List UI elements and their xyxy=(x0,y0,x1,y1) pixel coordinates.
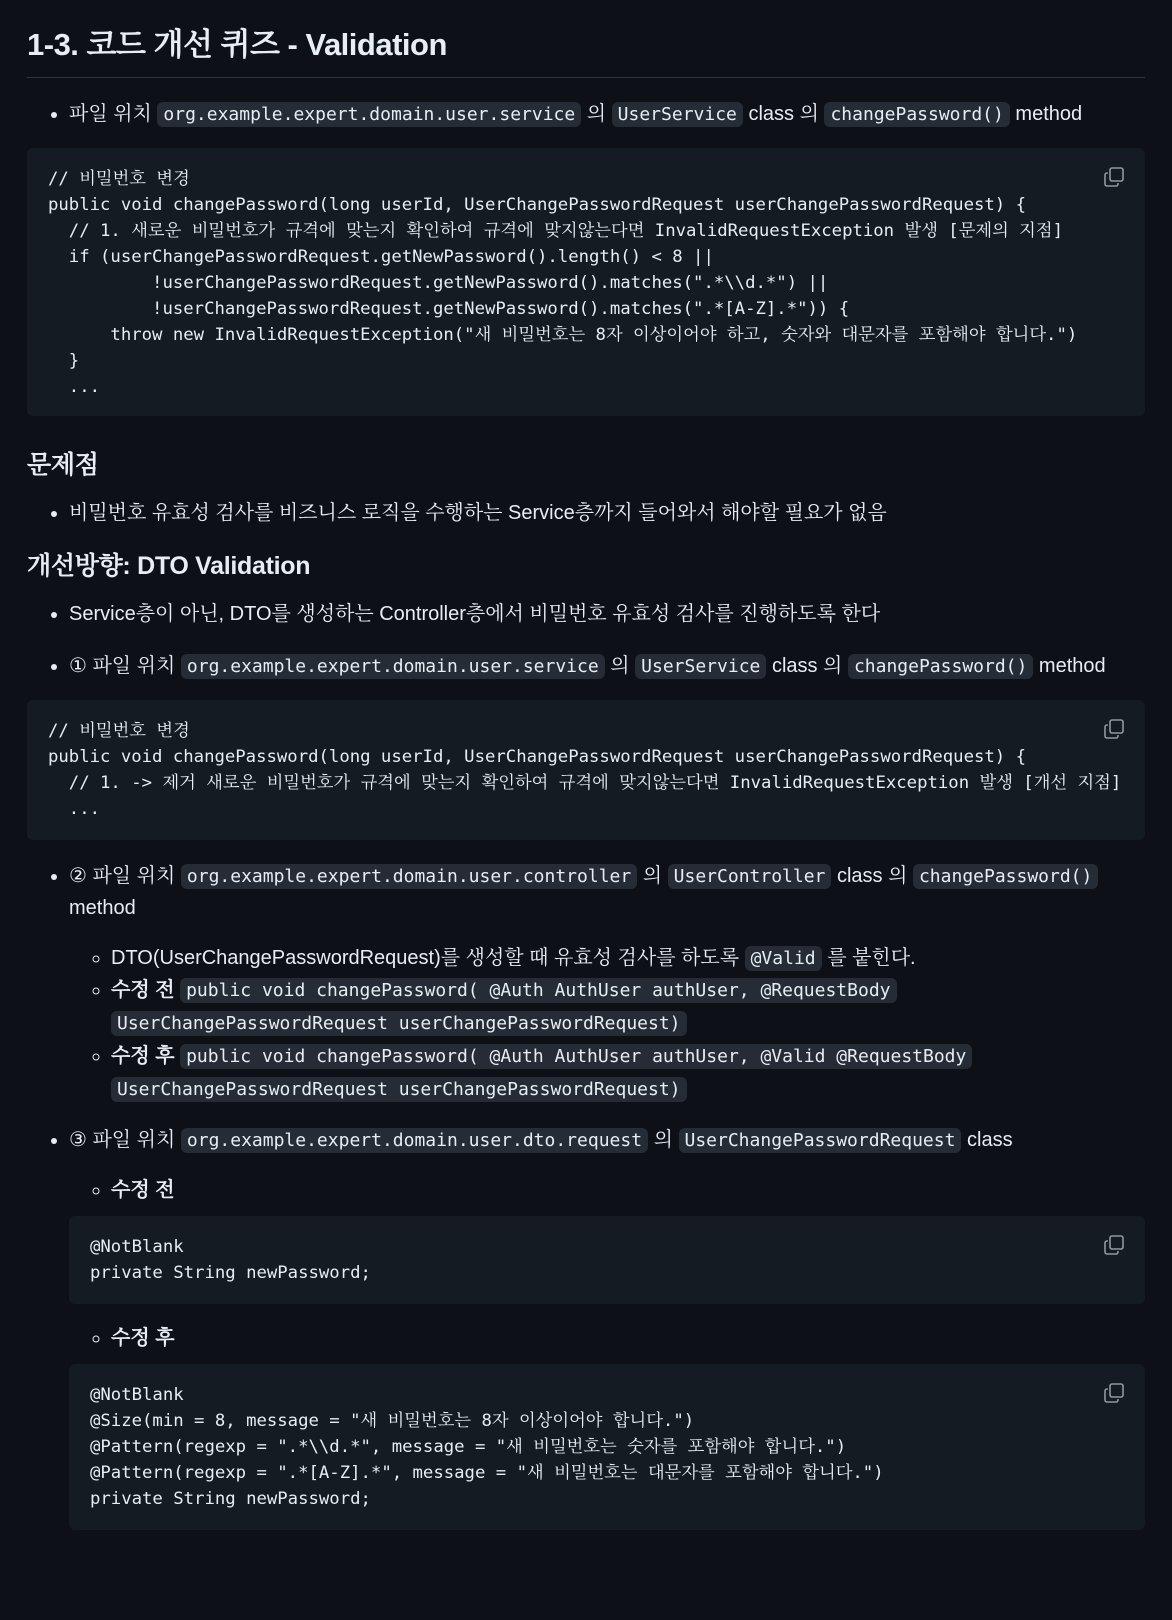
code-block-original xyxy=(27,148,1145,416)
code-text: @NotBlank private String newPassword; xyxy=(90,1237,371,1284)
page-title: 1-3. 코드 개선 퀴즈 - Validation xyxy=(27,0,1145,78)
inline-code-path: org.example.expert.domain.user.controller xyxy=(181,864,637,889)
step2-list xyxy=(27,860,1145,1530)
copy-icon[interactable] xyxy=(1103,718,1125,740)
list-item: ◦ 수정 후 @NotBlank @Size(min = 8, message = "새 비밀번호는 8자 이상이어야 합니다.") @Pattern(regexp = ".*\\d.*", message = "새 비밀번호는 숫자를 포함해야 합니다.") @Pattern(regexp = ".*[A-Z].*", message = "새 비밀번호는 대문자를 포함해야 합니다.") private String newPassword; xyxy=(111,1322,1145,1530)
code-text: // 비밀번호 변경 public void changePassword(long userId, UserChangePasswordRequest userChangePasswordRequest) { // 1. 새로운 비밀번호가 규격에 맞는지 확인하여 규격에 맞지않는다면 InvalidRequestException 발생 [문제의 지점] if (userChangePasswordRequest.getNewPassword().length() < 8 || !userChangePasswordRequest.getNewPassword().matches(".*\\d.*") || !userChangePasswordRequest.getNewPassword().matches(".*[A-Z].*")) { throw new InvalidRequestException("새 비밀번호는 8자 이상이어야 하고, 숫자와 대문자를 포함해야 합니다.") } ... xyxy=(48,168,1078,397)
list-item: • ③ 파일 위치 org.example.expert.domain.user.dto.request 의 UserChangePasswordRequest class ◦ 수정 전 @NotBlank private String newPassword; ◦ 수정 후 @NotBlank @Size(min = 8, message = "새 비밀번호는 8자 이상이어야 합니다.") @Pattern(regexp = ".*\\d.*", message = "새 비밀번호는 숫자를 포함해야 합니다.") @Pattern(regexp = ".*[A-Z].*", message = "새 비밀번호는 대문자를 포함해야 합니다.") private String newPassword; xyxy=(69,1124,1145,1530)
improve-list xyxy=(27,598,1145,682)
inline-code-method: changePassword() xyxy=(824,102,1009,127)
inline-code-method: changePassword() xyxy=(913,864,1098,889)
inline-code-method: changePassword() xyxy=(848,654,1033,679)
inline-code-class: UserService xyxy=(612,102,743,127)
code-block-before xyxy=(69,1216,1145,1304)
list-item: ◦ 수정 전 public void changePassword( @Auth AuthUser authUser, @RequestBody UserChangePasswordRequest userChangePasswordRequest) xyxy=(111,974,1145,1040)
code-text: @NotBlank @Size(min = 8, message = "새 비밀번호는 8자 이상이어야 합니다.") @Pattern(regexp = ".*\\d.*", message = "새 비밀번호는 숫자를 포함해야 합니다.") @Pattern(regexp = ".*[A-Z].*", message = "새 비밀번호는 대문자를 포함해야 합니다.") private String newPassword; xyxy=(90,1385,884,1510)
code-block-service xyxy=(27,700,1145,840)
inline-code-path: org.example.expert.domain.user.service xyxy=(157,102,581,127)
list-item: • Service층이 아닌, DTO를 생성하는 Controller층에서 비밀번호 유효성 검사를 진행하도록 한다 xyxy=(69,598,1145,630)
copy-icon[interactable] xyxy=(1103,166,1125,188)
list-item: ◦ DTO(UserChangePasswordRequest)를 생성할 때 유효성 검사를 하도록 @Valid 를 붙힌다. xyxy=(111,942,1145,974)
inline-code-after: UserChangePasswordRequest userChangePasswordRequest) xyxy=(111,1077,687,1102)
list-item: ◦ 수정 전 @NotBlank private String newPassword; xyxy=(111,1174,1145,1304)
inline-code-before: public void changePassword( @Auth AuthUser authUser, @RequestBody xyxy=(180,978,896,1003)
improve-heading: 개선방향: DTO Validation xyxy=(27,552,311,580)
list-item: • 비밀번호 유효성 검사를 비즈니스 로직을 수행하는 Service층까지 들어와서 해야할 필요가 없음 xyxy=(69,497,1145,529)
inline-code-class: UserController xyxy=(668,864,832,889)
problem-heading: 문제점 xyxy=(27,450,99,479)
intro-list xyxy=(27,98,1145,130)
list-item: ◦ 수정 후 public void changePassword( @Auth AuthUser authUser, @Valid @RequestBody UserChangePasswordRequest userChangePasswordRequest) xyxy=(111,1040,1145,1106)
inline-code-after: public void changePassword( @Auth AuthUser authUser, @Valid @RequestBody xyxy=(180,1044,972,1069)
step3-sublist xyxy=(69,1174,1145,1530)
code-block-after xyxy=(69,1364,1145,1530)
list-item: • ① 파일 위치 org.example.expert.domain.user.service 의 UserService class 의 changePassword() method xyxy=(69,650,1145,682)
inline-code-path: org.example.expert.domain.user.service xyxy=(181,654,605,679)
copy-icon[interactable] xyxy=(1103,1234,1125,1256)
copy-icon[interactable] xyxy=(1103,1382,1125,1404)
list-item: • 파일 위치 org.example.expert.domain.user.service 의 UserService class 의 changePassword() method xyxy=(69,98,1145,130)
problem-list xyxy=(27,497,1145,529)
inline-code-class: UserService xyxy=(635,654,766,679)
inline-code-valid: @Valid xyxy=(745,946,822,971)
inline-code-class: UserChangePasswordRequest xyxy=(679,1128,962,1153)
code-text: // 비밀번호 변경 public void changePassword(long userId, UserChangePasswordRequest userChangePasswordRequest) { // 1. -> 제거 새로운 비밀번호가 규격에 맞는지 확인하여 규격에 맞지않는다면 InvalidRequestException 발생 [개선 지점] ... xyxy=(48,721,1122,820)
list-item: • ② 파일 위치 org.example.expert.domain.user.controller 의 UserController class 의 changePassword() method ◦ DTO(UserChangePasswordRequest)를 생성할 때 유효성 검사를 하도록 @Valid 를 붙힌다. ◦ 수정 전 public void changePassword( @Auth AuthUser authUser, @RequestBody UserChangePasswordRequest userChangePasswordRequest) ◦ 수정 후 public void changePassword( @Auth AuthUser authUser, @Valid @RequestBody UserChangePasswordRequest userChangePasswordRequest) xyxy=(69,860,1145,1106)
step2-sublist xyxy=(69,942,1145,1106)
inline-code-path: org.example.expert.domain.user.dto.request xyxy=(181,1128,648,1153)
inline-code-before: UserChangePasswordRequest userChangePasswordRequest) xyxy=(111,1011,687,1036)
